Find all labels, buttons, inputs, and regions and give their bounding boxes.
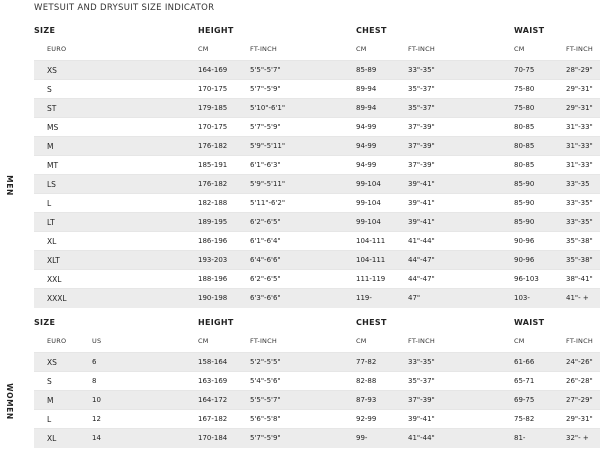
height-ftinch-cell: 5'9"-5'11" — [250, 180, 286, 188]
chest-inch-cell: 35"-37" — [408, 104, 435, 112]
waist-inch-cell: 32"- + — [566, 434, 589, 442]
chest-cm-cell: 89-94 — [356, 104, 377, 112]
chest-inch-cell: 39"-41" — [408, 199, 435, 207]
waist-inch-cell: 38"-41" — [566, 275, 593, 283]
waist-cm-cell: 80-85 — [514, 123, 535, 131]
height-cm-cell: 164-172 — [198, 396, 228, 404]
waist-inch-cell: 31"-33" — [566, 161, 593, 169]
height-cm-cell: 170-184 — [198, 434, 228, 442]
us-cell: 10 — [92, 396, 101, 404]
waist-inch-cell: 28"-29" — [566, 66, 593, 74]
chest-cm-cell: 99-104 — [356, 199, 381, 207]
waist-cm-cell: 70-75 — [514, 66, 535, 74]
chest-inch-cell: 37"-39" — [408, 396, 435, 404]
waist-cm-subheader: CM — [514, 45, 525, 53]
waist-cm-subheader: CM — [514, 337, 525, 345]
height-ftinch-cell: 5'5"-5'7" — [250, 396, 281, 404]
height-ftinch-cell: 5'4"-5'6" — [250, 377, 281, 385]
height-cm-cell: 176-182 — [198, 142, 228, 150]
chest-cm-cell: 77-82 — [356, 358, 377, 366]
height-header: HEIGHT — [198, 26, 234, 35]
women-header-row — [0, 314, 600, 332]
height-ftinch-cell: 5'7"-5'9" — [250, 85, 281, 93]
chest-inch-cell: 33"-35" — [408, 66, 435, 74]
table-row — [34, 79, 600, 99]
waist-cm-cell: 85-90 — [514, 199, 535, 207]
height-cm-cell: 179-185 — [198, 104, 228, 112]
height-cm-cell: 186-196 — [198, 237, 228, 245]
waist-cm-cell: 85-90 — [514, 180, 535, 188]
size-cell: XS — [47, 358, 57, 367]
height-ftinch-subheader: FT-INCH — [250, 337, 277, 345]
height-cm-subheader: CM — [198, 45, 209, 53]
size-cell: XS — [47, 66, 57, 75]
chest-inch-cell: 33"-35" — [408, 358, 435, 366]
table-row — [34, 409, 600, 429]
waist-inch-cell: 33"-35" — [566, 199, 593, 207]
size-cell: L — [47, 199, 52, 208]
chest-inch-cell: 35"-37" — [408, 85, 435, 93]
size-cell: LS — [47, 180, 56, 189]
height-cm-cell: 164-169 — [198, 66, 228, 74]
size-header: SIZE — [34, 26, 56, 35]
waist-inch-cell: 33"-35 — [566, 180, 590, 188]
height-cm-cell: 170-175 — [198, 123, 228, 131]
chest-cm-cell: 104-111 — [356, 237, 386, 245]
waist-cm-cell: 96-103 — [514, 275, 539, 283]
height-ftinch-cell: 5'5"-5'7" — [250, 66, 281, 74]
size-cell: MT — [47, 161, 59, 170]
table-row — [34, 117, 600, 137]
women-subheader-row — [0, 332, 600, 350]
height-cm-cell: 189-195 — [198, 218, 228, 226]
table-row — [34, 428, 600, 448]
height-ftinch-cell: 5'6"-5'8" — [250, 415, 281, 423]
waist-inch-cell: 31"-33" — [566, 123, 593, 131]
chest-cm-cell: 99- — [356, 434, 368, 442]
size-cell: XLT — [47, 256, 60, 265]
height-cm-cell: 158-164 — [198, 358, 228, 366]
chest-cm-cell: 111-119 — [356, 275, 386, 283]
height-ftinch-cell: 6'1"-6'3" — [250, 161, 281, 169]
chest-cm-cell: 85-89 — [356, 66, 377, 74]
waist-inch-cell: 35"-38" — [566, 256, 593, 264]
waist-cm-cell: 80-85 — [514, 161, 535, 169]
waist-ftinch-subheader: FT-INCH — [566, 45, 593, 53]
size-cell: M — [47, 142, 54, 151]
chest-inch-cell: 37"-39" — [408, 123, 435, 131]
table-row — [34, 98, 600, 118]
chest-cm-cell: 99-104 — [356, 180, 381, 188]
chest-cm-subheader: CM — [356, 45, 367, 53]
waist-ftinch-subheader: FT-INCH — [566, 337, 593, 345]
size-header: SIZE — [34, 318, 56, 327]
height-ftinch-cell: 6'2"-6'5" — [250, 275, 281, 283]
us-subheader: US — [92, 337, 102, 345]
size-cell: XXXL — [47, 294, 67, 303]
table-row — [34, 60, 600, 80]
height-cm-cell: 185-191 — [198, 161, 228, 169]
chest-cm-cell: 89-94 — [356, 85, 377, 93]
height-cm-cell: 182-188 — [198, 199, 228, 207]
euro-subheader: EURO — [47, 337, 67, 345]
waist-inch-cell: 26"-28" — [566, 377, 593, 385]
women-side-label — [2, 354, 16, 449]
height-ftinch-cell: 5'2"-5'5" — [250, 358, 281, 366]
height-cm-cell: 193-203 — [198, 256, 228, 264]
chest-cm-cell: 82-88 — [356, 377, 377, 385]
euro-subheader: EURO — [47, 45, 67, 53]
chest-cm-cell: 104-111 — [356, 256, 386, 264]
table-row — [34, 155, 600, 175]
chest-inch-cell: 39"-41" — [408, 415, 435, 423]
waist-cm-cell: 85-90 — [514, 218, 535, 226]
men-label: MEN — [4, 175, 14, 196]
waist-cm-cell: 81- — [514, 434, 526, 442]
size-cell: XL — [47, 434, 57, 443]
chest-inch-cell: 44"-47" — [408, 256, 435, 264]
height-cm-cell: 176-182 — [198, 180, 228, 188]
waist-cm-cell: 61-66 — [514, 358, 535, 366]
waist-header: WAIST — [514, 318, 545, 327]
size-cell: S — [47, 377, 52, 386]
size-cell: L — [47, 415, 52, 424]
height-ftinch-cell: 5'11"-6'2" — [250, 199, 286, 207]
chest-inch-cell: 37"-39" — [408, 142, 435, 150]
height-cm-cell: 163-169 — [198, 377, 228, 385]
waist-cm-cell: 65-71 — [514, 377, 535, 385]
us-cell: 12 — [92, 415, 101, 423]
chest-header: CHEST — [356, 26, 387, 35]
table-row — [34, 212, 600, 232]
chest-cm-cell: 119- — [356, 294, 372, 302]
height-ftinch-cell: 5'7"-5'9" — [250, 123, 281, 131]
waist-inch-cell: 33"-35" — [566, 218, 593, 226]
chest-cm-cell: 94-99 — [356, 161, 377, 169]
height-ftinch-cell: 6'2"-6'5" — [250, 218, 281, 226]
table-row — [34, 288, 600, 308]
us-cell: 8 — [92, 377, 97, 385]
waist-cm-cell: 80-85 — [514, 142, 535, 150]
chest-inch-cell: 37"-39" — [408, 161, 435, 169]
men-header-row — [0, 22, 600, 40]
height-cm-cell: 167-182 — [198, 415, 228, 423]
men-side-label — [2, 62, 16, 309]
waist-cm-cell: 75-82 — [514, 415, 535, 423]
women-label: WOMEN — [4, 383, 14, 420]
table-row — [34, 136, 600, 156]
waist-inch-cell: 29"-31" — [566, 415, 593, 423]
waist-inch-cell: 31"-33" — [566, 142, 593, 150]
height-cm-cell: 170-175 — [198, 85, 228, 93]
table-row — [34, 250, 600, 270]
waist-inch-cell: 27"-29" — [566, 396, 593, 404]
table-row — [34, 269, 600, 289]
height-ftinch-cell: 5'10"-6'1" — [250, 104, 286, 112]
waist-cm-cell: 90-96 — [514, 237, 535, 245]
waist-cm-cell: 103- — [514, 294, 530, 302]
chest-inch-cell: 41"-44" — [408, 237, 435, 245]
waist-inch-cell: 29"-31" — [566, 104, 593, 112]
waist-inch-cell: 29"-31" — [566, 85, 593, 93]
us-cell: 6 — [92, 358, 97, 366]
waist-inch-cell: 35"-38" — [566, 237, 593, 245]
size-cell: XL — [47, 237, 57, 246]
height-cm-cell: 188-196 — [198, 275, 228, 283]
height-cm-subheader: CM — [198, 337, 209, 345]
height-ftinch-cell: 5'9"-5'11" — [250, 142, 286, 150]
table-row — [34, 174, 600, 194]
chest-inch-cell: 35"-37" — [408, 377, 435, 385]
height-ftinch-cell: 6'4"-6'6" — [250, 256, 281, 264]
table-row — [34, 371, 600, 391]
waist-cm-cell: 75-80 — [514, 104, 535, 112]
height-ftinch-subheader: FT-INCH — [250, 45, 277, 53]
table-row — [34, 193, 600, 213]
size-cell: XXL — [47, 275, 62, 284]
chest-cm-cell: 94-99 — [356, 142, 377, 150]
chest-inch-cell: 39"-41" — [408, 180, 435, 188]
chest-ftinch-subheader: FT-INCH — [408, 45, 435, 53]
chest-inch-cell: 44"-47" — [408, 275, 435, 283]
waist-header: WAIST — [514, 26, 545, 35]
chest-header: CHEST — [356, 318, 387, 327]
chest-cm-subheader: CM — [356, 337, 367, 345]
waist-inch-cell: 24"-26" — [566, 358, 593, 366]
chest-inch-cell: 47" — [408, 294, 421, 302]
waist-cm-cell: 69-75 — [514, 396, 535, 404]
size-cell: MS — [47, 123, 59, 132]
chest-cm-cell: 92-99 — [356, 415, 377, 423]
size-cell: M — [47, 396, 54, 405]
waist-inch-cell: 41"- + — [566, 294, 589, 302]
size-cell: ST — [47, 104, 57, 113]
chest-cm-cell: 87-93 — [356, 396, 377, 404]
table-row — [34, 390, 600, 410]
height-ftinch-cell: 6'3"-6'6" — [250, 294, 281, 302]
waist-cm-cell: 75-80 — [514, 85, 535, 93]
table-row — [34, 352, 600, 372]
us-cell: 14 — [92, 434, 101, 442]
chest-ftinch-subheader: FT-INCH — [408, 337, 435, 345]
table-row — [34, 231, 600, 251]
page-title: WETSUIT AND DRYSUIT SIZE INDICATOR — [34, 3, 215, 13]
chest-inch-cell: 41"-44" — [408, 434, 435, 442]
height-ftinch-cell: 6'1"-6'4" — [250, 237, 281, 245]
height-cm-cell: 190-198 — [198, 294, 228, 302]
chest-inch-cell: 39"-41" — [408, 218, 435, 226]
chest-cm-cell: 94-99 — [356, 123, 377, 131]
height-ftinch-cell: 5'7"-5'9" — [250, 434, 281, 442]
waist-cm-cell: 90-96 — [514, 256, 535, 264]
size-cell: LT — [47, 218, 55, 227]
size-cell: S — [47, 85, 52, 94]
men-subheader-row — [0, 40, 600, 58]
height-header: HEIGHT — [198, 318, 234, 327]
chest-cm-cell: 99-104 — [356, 218, 381, 226]
